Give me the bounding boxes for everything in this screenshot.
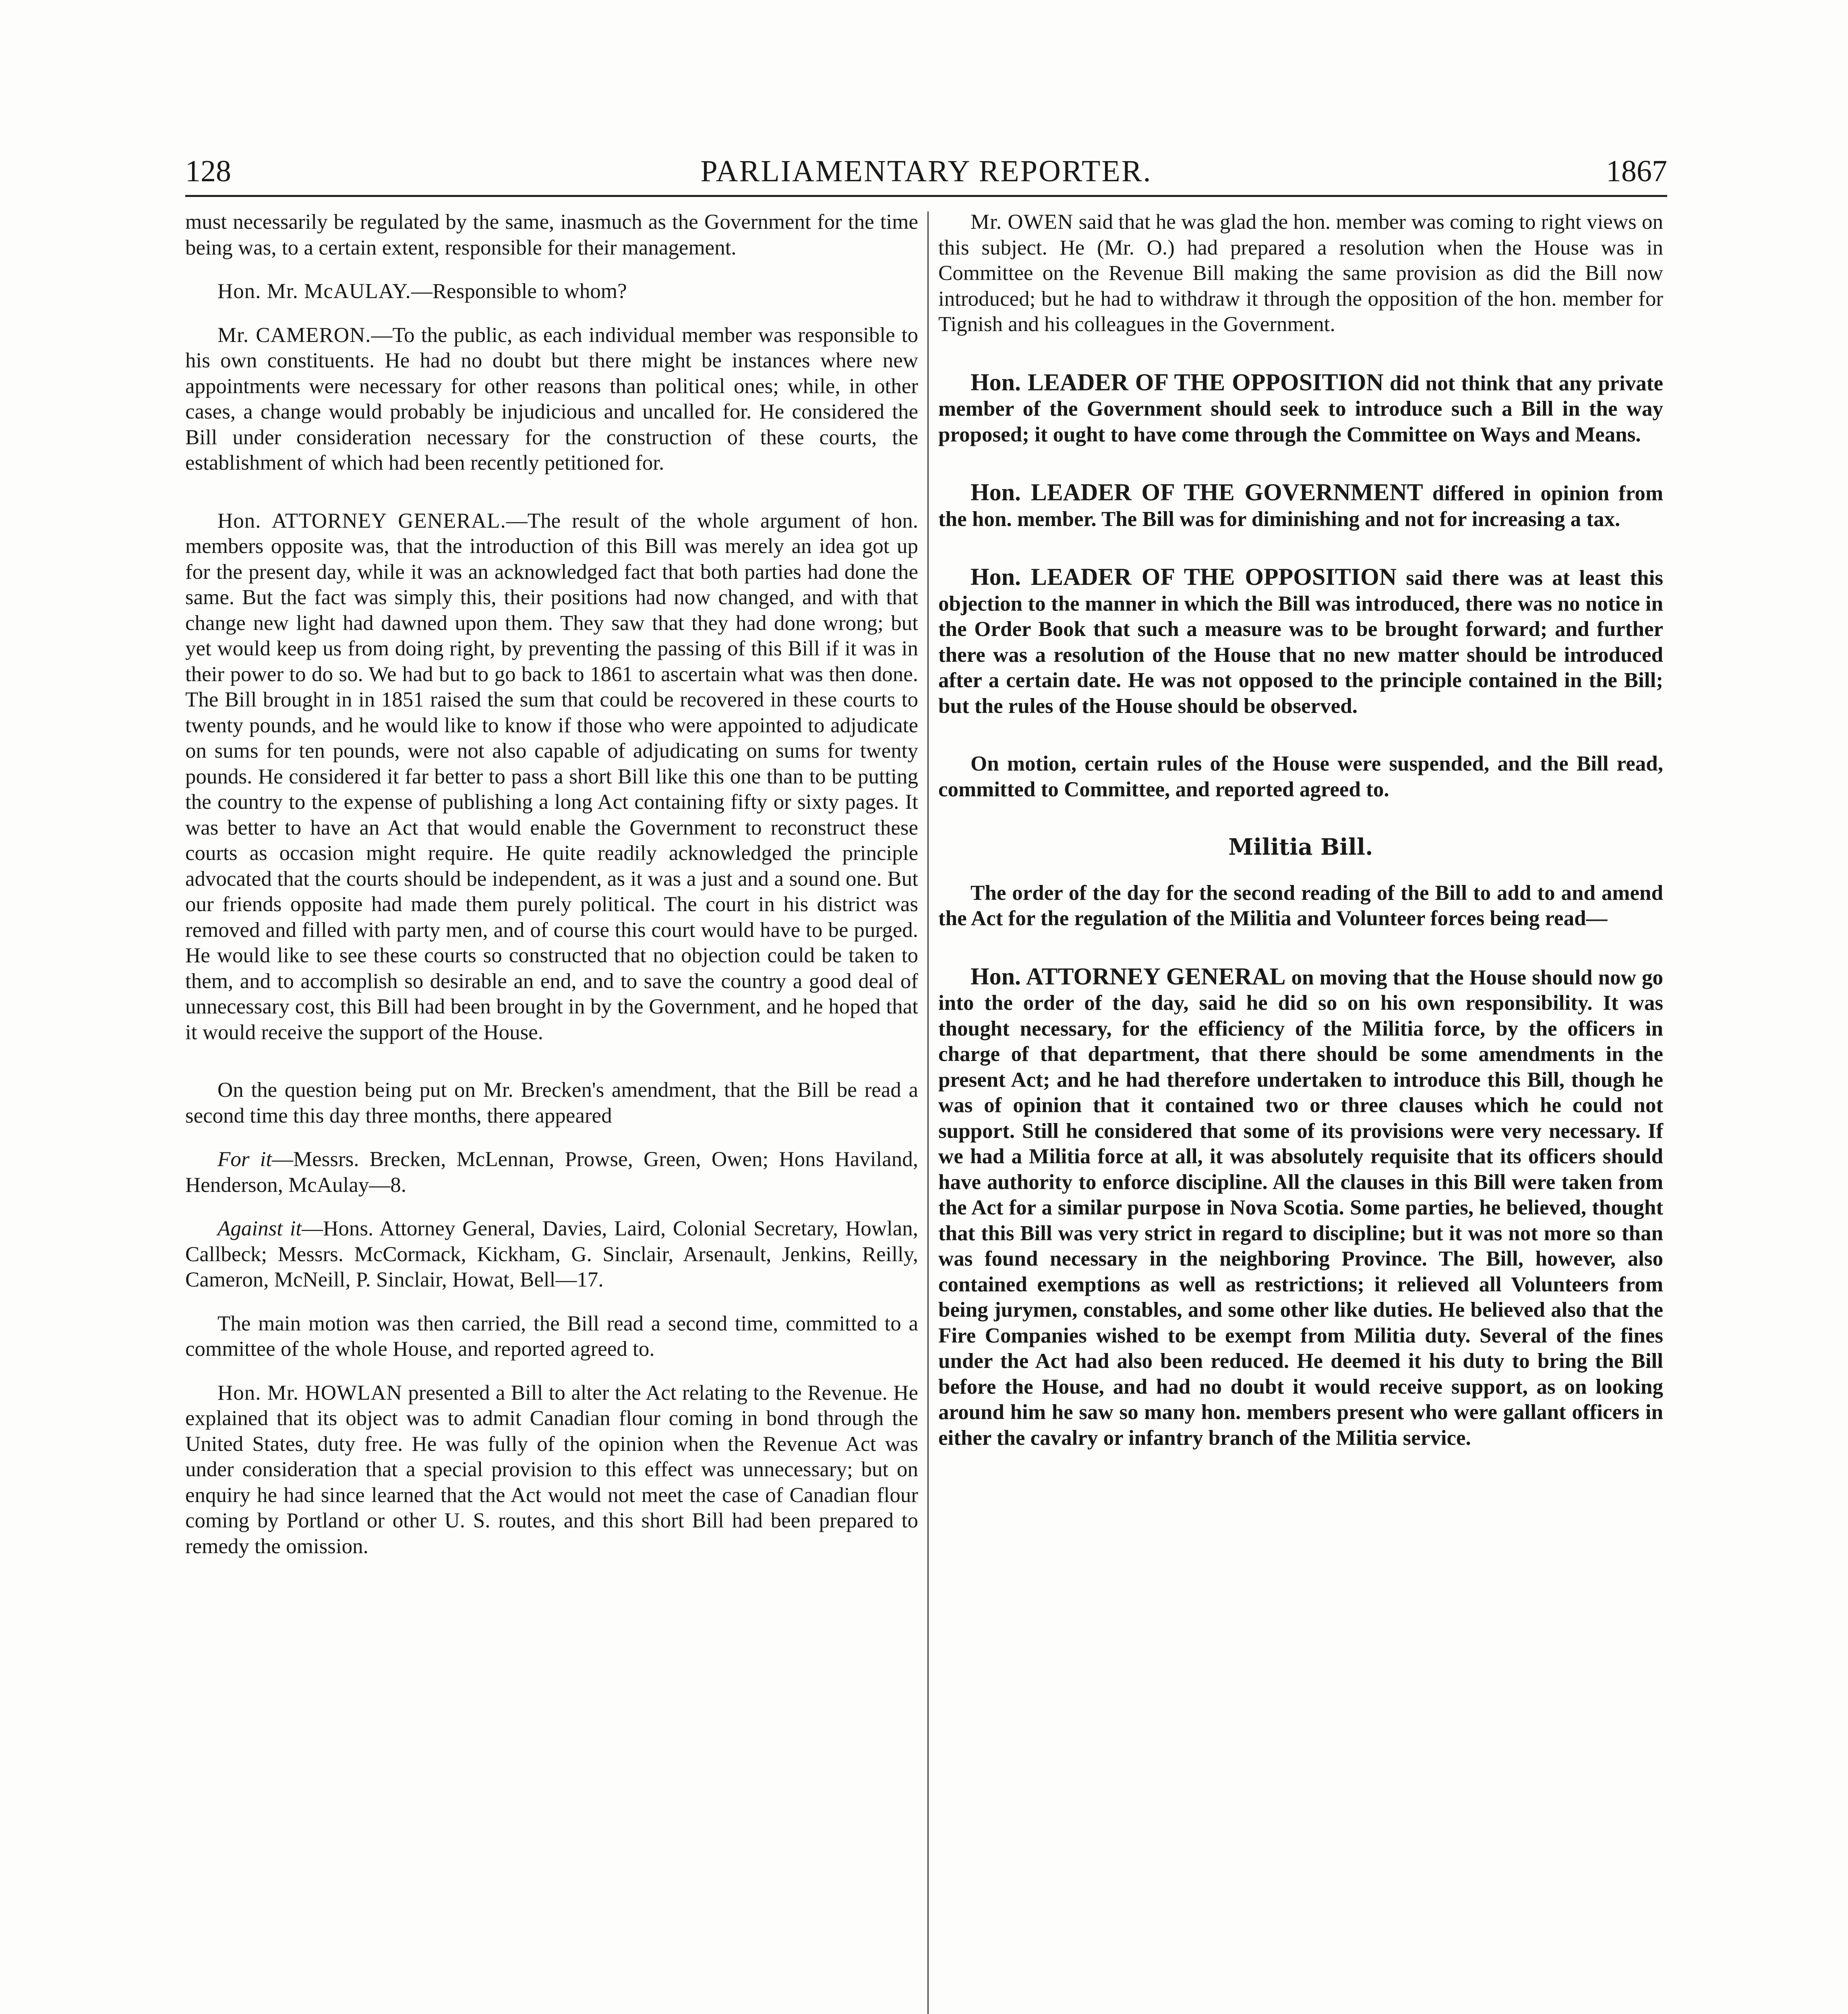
vote-names: —Messrs. Brecken, McLennan, Prowse, Green, Owen; Hons Haviland, Henderson, McAulay—8. xyxy=(185,1148,918,1197)
paragraph xyxy=(938,964,1663,1451)
vote-label: For it xyxy=(217,1148,272,1171)
paragraph-text: —The result of the whole argument of hon. members opposite was, that the introduction of this Bill was merely an idea got up for the present day, while it was an acknowledged fact that both parties had done the same. But the fact was simply this, their positions had now changed, and with that change new light had dawned upon them. They saw that they had done wrong; but yet would keep us from doing right, by preventing the passing of this Bill if it was in their power to do so. We had but to go back to 1861 to ascertain what was then done. The Bill brought in in 1851 raised the sum that could be recovered in these courts to twenty pounds, and he would like to know if those who were appointed to adjudicate on sums for ten pounds, were not also capable of adjudicating on sums for twenty pounds. He considered it far better to pass a short Bill like this one than to be putting the country to the expense of publishing a long Act containing fifty or sixty pages. It was better to have an Act that would enable the Government to reconstruct these courts as occasion might require. He quite readily acknowledged the principle advocated that the courts should be independent, as it was a just and a sound one. But our friends opposite had made them purely political. The court in his district was removed and filled with party men, and of course this court would have to be purged. He would like to see these courts so constructed that no objection could be taken to them, and to accomplish so desirable an end, and to save the country a good deal of unnecessary cost, this Bill had been brought in by the Government, and he hoped that it would receive the support of the House. xyxy=(185,509,918,1044)
vote-against xyxy=(185,1216,918,1293)
paragraph-text: on moving that the House should now go into the order of the day, said he did so on his own responsibility. It was thought necessary, for the efficiency of the Militia force, by the officers in charge of that department, that there should be some amendments in the present Act; and he had therefore undertaken to introduce this Bill, though he was of opinion that it contained two or three clauses which he could not support. Still he considered that some of its provisions were very necessary. If we had a Militia force at all, it was absolutely requisite that its officers should have authority to enforce discipline. All the clauses in this Bill were taken from the Act for a similar purpose in Nova Scotia. Some parties, he believed, thought that this Bill was very strict in regard to discipline; but it was not more so than was found necessary in the neighboring Province. The Bill, however, also contained exemptions as well as restrictions; it relieved all Volunteers from being jurymen, constables, and some other like duties. He believed also that the Fire Companies wished to be exempt from Militia duty. Several of the fines under the Act had also been reduced. He deemed it his duty to bring the Bill before the House, and had no doubt it would receive support, as on looking around him he saw so many hon. members present who were gallant officers in either the cavalry or infantry branch of the Militia service. xyxy=(938,966,1664,1450)
running-header xyxy=(185,149,1667,193)
paragraph-text: On motion, certain rules of the House were suspended, and the Bill read, committed to Committee, and reported agreed to. xyxy=(938,752,1663,801)
paragraph xyxy=(938,564,1663,719)
speaker-name: Hon. Mr. McAULAY. xyxy=(217,280,411,303)
paragraph-text: The main motion was then carried, the Bill read a second time, committed to a committee of the whole House, and reported agreed to. xyxy=(185,1312,918,1361)
paragraph-text: did not think that any private member of the Government should seek to introduce such a Bill in the way proposed; it ought to have come through the Committee on Ways and Means. xyxy=(938,371,1663,446)
paragraph xyxy=(185,1380,918,1560)
page-number: 128 xyxy=(185,154,231,188)
section-heading: Militia Bill. xyxy=(1228,834,1373,860)
column-divider xyxy=(927,211,929,2014)
speaker-name: Hon. ATTORNEY GENERAL. xyxy=(217,509,506,533)
speaker-name: Mr. OWEN xyxy=(971,210,1074,234)
right-column xyxy=(938,209,1663,1451)
speaker-name: Hon. LEADER OF THE OPPOSITION xyxy=(971,564,1397,590)
paragraph-text: —To the public, as each individual member was responsible to his own constituents. He had no doubt but there might be instances where new appointments were necessary for other reasons than political ones; while, in other cases, a change would probably be injudicious and uncalled for. He considered the Bill under consideration necessary for the construction of these courts, the establishment of which had been recently petitioned for. xyxy=(185,323,918,474)
paragraph xyxy=(938,480,1663,532)
paragraph xyxy=(185,279,918,305)
paragraph xyxy=(938,751,1663,802)
paragraph-text: differed in opinion from the hon. member. The Bill was for diminishing and not for increasing a tax. xyxy=(938,482,1663,531)
vote-names: —Hons. Attorney General, Davies, Laird, Colonial Secretary, Howlan, Callbeck; Messrs. McCormack, Kickham, G. Sinclair, Arsenault, Jenkins, Reilly, Cameron, McNeill, P. Sinclair, Howat, Bell—17. xyxy=(185,1217,918,1291)
publication-title: PARLIAMENTARY REPORTER. xyxy=(700,154,1152,188)
paragraph-text: presented a Bill to alter the Act relating to the Revenue. He explained that its object was to admit Canadian flour coming in bond through the United States, duty free. He was fully of the opinion when the Revenue Act was under consideration that a special provision to this effect was unnecessary; but on enquiry he had since learned that the Act would not meet the case of Canadian flour coming by Portland or other U. S. routes, and this short Bill had been prepared to remedy the omission. xyxy=(185,1381,919,1558)
paragraph xyxy=(185,1311,918,1362)
paragraph-text: said that he was glad the hon. member was coming to right views on this subject. He (Mr. O.) had prepared a resolution when the House was in Committee on the Revenue Bill making the same provision as did the Bill now introduced; but he had to withdraw it through the opposition of the hon. member for Tignish and his colleagues in the Government. xyxy=(938,210,1663,336)
paragraph-text: On the question being put on Mr. Brecken's amendment, that the Bill be read a second time this day three months, there appeared xyxy=(185,1078,918,1127)
paragraph-text: The order of the day for the second reading of the Bill to add to and amend the Act for the regulation of the Militia and Volunteer forces being read— xyxy=(938,881,1663,930)
speaker-name: Hon. ATTORNEY GENERAL xyxy=(971,963,1286,990)
speaker-name: Hon. LEADER OF THE GOVERNMENT xyxy=(971,479,1423,506)
paragraph-text: said there was at least this objection to the manner in which the Bill was introduced, there was no notice in the Order Book that such a measure was to be brought forward; and further there was a resolution of the House that no new matter should be introduced after a certain date. He was not opposed to the principle contained in the Bill; but the rules of the House should be observed. xyxy=(938,566,1663,718)
left-column xyxy=(185,209,918,1559)
vote-label: Against it xyxy=(217,1217,302,1240)
speaker-name: Hon. Mr. HOWLAN xyxy=(217,1381,402,1405)
paragraph xyxy=(938,209,1663,338)
paragraph xyxy=(185,508,918,1046)
paragraph-text: —Responsible to whom? xyxy=(411,280,627,303)
paragraph-text: must necessarily be regulated by the same, inasmuch as the Government for the time being was, to a certain extent, responsible for their management. xyxy=(185,210,918,259)
paragraph xyxy=(938,370,1663,448)
paragraph xyxy=(185,209,918,261)
paragraph xyxy=(938,881,1663,932)
paragraph xyxy=(185,1077,918,1129)
header-rule xyxy=(185,195,1667,197)
vote-for xyxy=(185,1147,918,1198)
paragraph xyxy=(185,323,918,476)
header-year: 1867 xyxy=(1606,154,1667,188)
speaker-name: Hon. LEADER OF THE OPPOSITION xyxy=(971,369,1384,396)
speaker-name: Mr. CAMERON. xyxy=(217,323,371,347)
